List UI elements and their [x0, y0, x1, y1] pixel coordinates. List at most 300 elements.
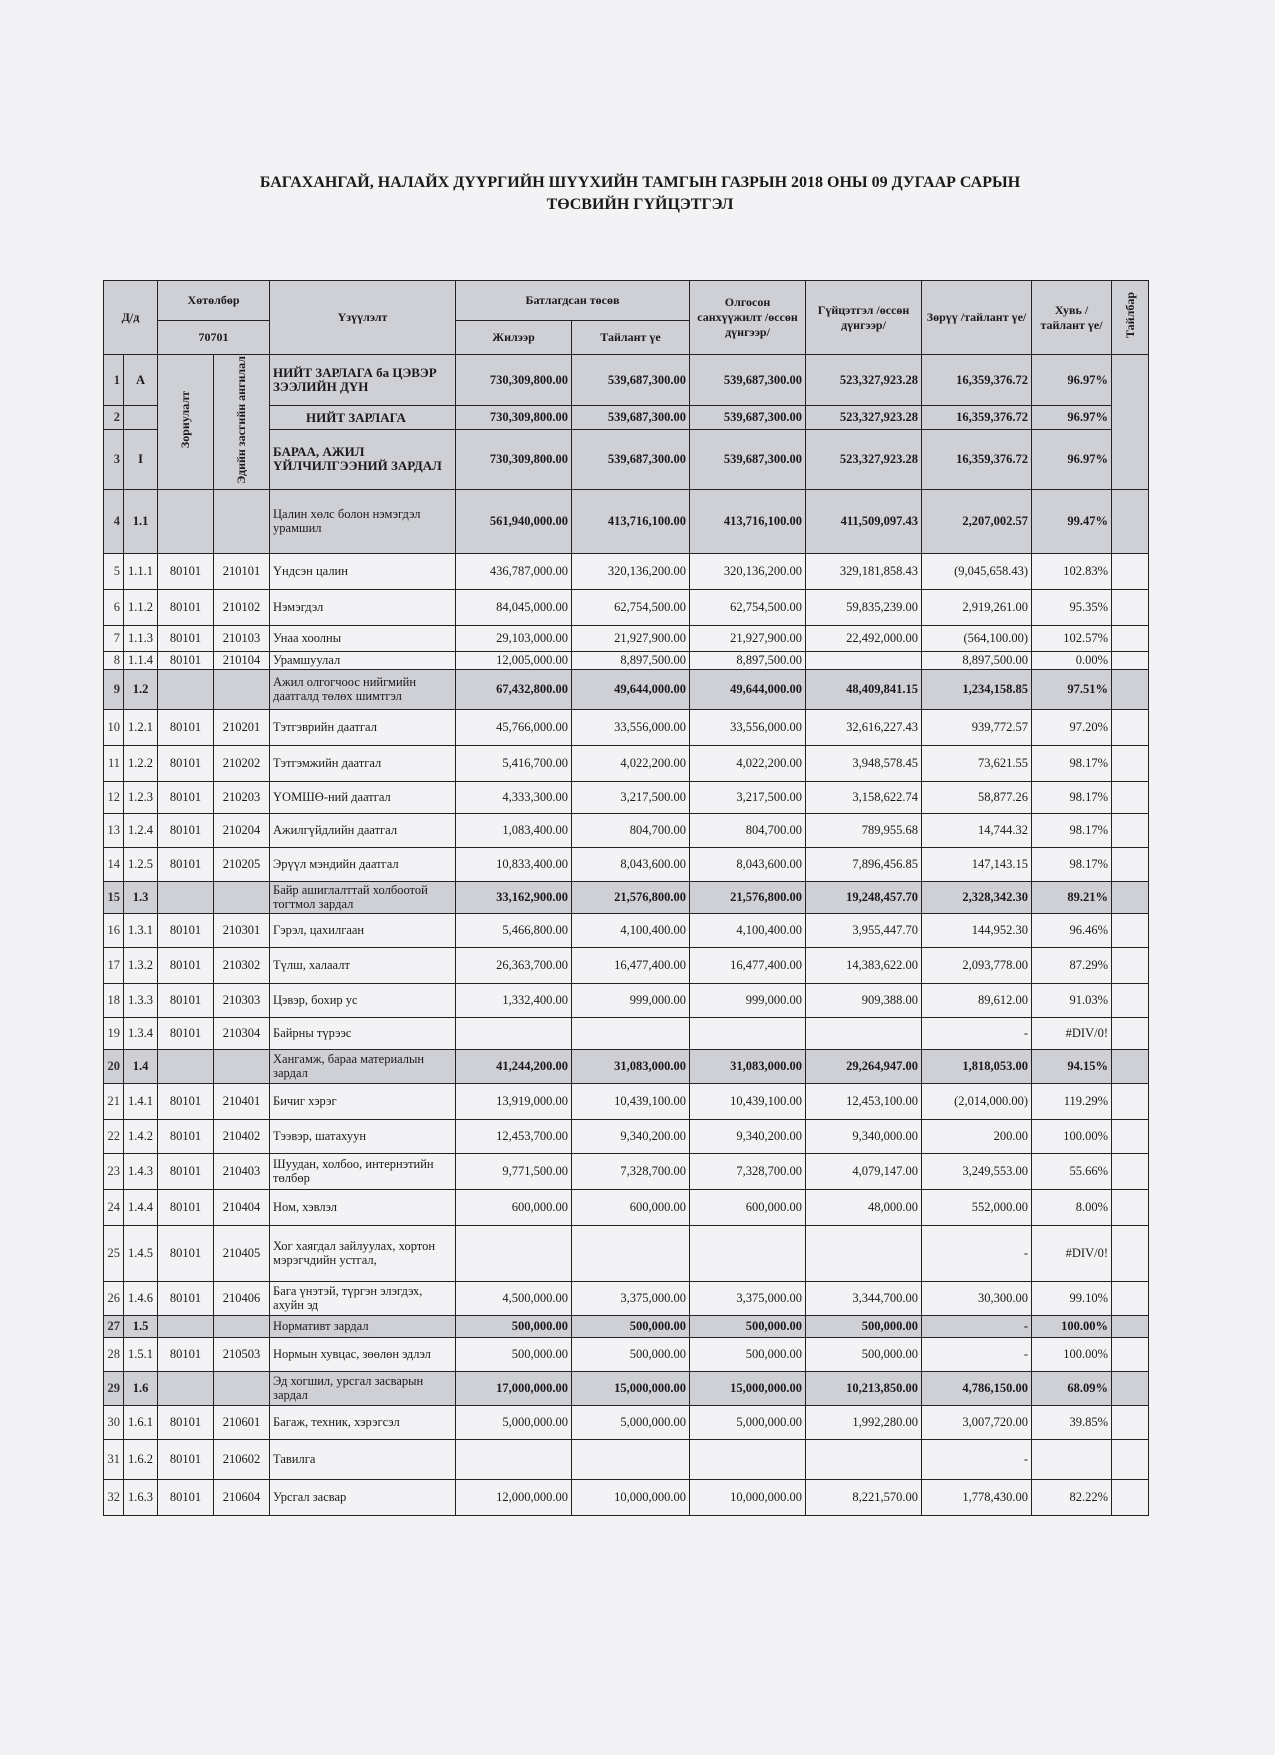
row-code: 1.3	[124, 881, 158, 913]
indicator-name: Багаж, техник, хэрэгсэл	[270, 1405, 456, 1439]
header-indicator: Үзүүлэлт	[270, 281, 456, 355]
value-pct: 102.57%	[1032, 625, 1112, 651]
program-code	[158, 1049, 214, 1083]
program-code: 80101	[158, 781, 214, 813]
table-row	[104, 947, 1149, 983]
header-program-code: 70701	[158, 321, 270, 355]
table-row	[104, 847, 1149, 881]
row-number: 17	[104, 947, 124, 983]
value-perf: 7,896,456.85	[806, 847, 922, 881]
program-code: 80101	[158, 745, 214, 781]
value-fin: 539,687,300.00	[690, 355, 806, 406]
indicator-name: Ажил олгогчоос нийгмийн даатгалд төлөх шимтгэл	[270, 669, 456, 709]
row-number: 11	[104, 745, 124, 781]
row-code: 1.4.6	[124, 1281, 158, 1315]
value-report: 539,687,300.00	[572, 406, 690, 430]
value-report: 62,754,500.00	[572, 589, 690, 625]
indicator-name: Унаа хоолны	[270, 625, 456, 651]
table-row	[104, 625, 1149, 651]
row-number: 7	[104, 625, 124, 651]
indicator-name: Цэвэр, бохир ус	[270, 983, 456, 1017]
value-fin: 500,000.00	[690, 1315, 806, 1337]
value-pct: 68.09%	[1032, 1371, 1112, 1405]
economic-code: 210404	[214, 1189, 270, 1225]
row-number: 1	[104, 355, 124, 406]
table-row	[104, 651, 1149, 669]
row-code: 1.1.2	[124, 589, 158, 625]
row-number: 8	[104, 651, 124, 669]
program-code	[158, 489, 214, 553]
program-code: 80101	[158, 813, 214, 847]
value-annual: 12,005,000.00	[456, 651, 572, 669]
value-diff: 2,328,342.30	[922, 881, 1032, 913]
indicator-name: БАРАА, АЖИЛ ҮЙЛЧИЛГЭЭНИЙ ЗАРДАЛ	[270, 429, 456, 489]
header-approved: Батлагдсан төсөв	[456, 281, 690, 321]
value-report: 10,000,000.00	[572, 1479, 690, 1515]
value-fin	[690, 1225, 806, 1281]
row-number: 5	[104, 553, 124, 589]
economic-class-column	[214, 355, 270, 490]
value-report: 500,000.00	[572, 1337, 690, 1371]
row-number: 32	[104, 1479, 124, 1515]
value-annual: 730,309,800.00	[456, 429, 572, 489]
value-perf: 411,509,097.43	[806, 489, 922, 553]
row-code: 1.4	[124, 1049, 158, 1083]
value-report: 8,043,600.00	[572, 847, 690, 881]
indicator-name: Тээвэр, шатахуун	[270, 1119, 456, 1153]
program-code: 80101	[158, 1405, 214, 1439]
note-cell	[1112, 1439, 1149, 1479]
value-pct: 91.03%	[1032, 983, 1112, 1017]
value-fin: 539,687,300.00	[690, 406, 806, 430]
note-cell	[1112, 1225, 1149, 1281]
value-annual: 5,000,000.00	[456, 1405, 572, 1439]
row-code: 1.3.3	[124, 983, 158, 1017]
row-number: 4	[104, 489, 124, 553]
value-annual: 41,244,200.00	[456, 1049, 572, 1083]
row-code: 1.2.3	[124, 781, 158, 813]
row-number: 12	[104, 781, 124, 813]
purpose-column	[158, 355, 214, 490]
header-note-text: Тайлбар	[1122, 292, 1137, 339]
row-code: 1.4.3	[124, 1153, 158, 1189]
program-code: 80101	[158, 947, 214, 983]
value-report	[572, 1017, 690, 1049]
value-fin: 4,022,200.00	[690, 745, 806, 781]
row-number: 28	[104, 1337, 124, 1371]
program-code	[158, 881, 214, 913]
value-perf: 500,000.00	[806, 1337, 922, 1371]
economic-code: 210604	[214, 1479, 270, 1515]
value-pct: 82.22%	[1032, 1479, 1112, 1515]
value-fin: 539,687,300.00	[690, 429, 806, 489]
program-code: 80101	[158, 913, 214, 947]
indicator-name: Ажилгүйдлийн даатгал	[270, 813, 456, 847]
value-pct: 98.17%	[1032, 745, 1112, 781]
table-row	[104, 553, 1149, 589]
value-report: 31,083,000.00	[572, 1049, 690, 1083]
value-report: 8,897,500.00	[572, 651, 690, 669]
indicator-name: Эд хогшил, урсгал засварын зардал	[270, 1371, 456, 1405]
indicator-name: Хог хаягдал зайлуулах, хортон мэрэгчдийн устгал,	[270, 1225, 456, 1281]
economic-code: 210602	[214, 1439, 270, 1479]
value-annual: 500,000.00	[456, 1337, 572, 1371]
value-annual: 13,919,000.00	[456, 1083, 572, 1119]
note-cell	[1112, 1153, 1149, 1189]
economic-code: 210205	[214, 847, 270, 881]
table-header	[104, 281, 1149, 355]
value-diff: 200.00	[922, 1119, 1032, 1153]
economic-code: 210401	[214, 1083, 270, 1119]
row-number: 20	[104, 1049, 124, 1083]
row-number: 13	[104, 813, 124, 847]
value-annual: 12,453,700.00	[456, 1119, 572, 1153]
economic-code: 210103	[214, 625, 270, 651]
row-number: 22	[104, 1119, 124, 1153]
value-fin: 413,716,100.00	[690, 489, 806, 553]
budget-table	[103, 280, 1149, 1516]
economic-code: 210104	[214, 651, 270, 669]
indicator-name: НИЙТ ЗАРЛАГА	[270, 406, 456, 430]
indicator-name: Байрны түрээс	[270, 1017, 456, 1049]
value-annual: 600,000.00	[456, 1189, 572, 1225]
value-diff: (9,045,658.43)	[922, 553, 1032, 589]
value-pct: 99.47%	[1032, 489, 1112, 553]
value-fin: 320,136,200.00	[690, 553, 806, 589]
program-code: 80101	[158, 589, 214, 625]
table-row	[104, 1439, 1149, 1479]
economic-code	[214, 1049, 270, 1083]
note-cell	[1112, 1017, 1149, 1049]
indicator-name: НИЙТ ЗАРЛАГА ба ЦЭВЭР ЗЭЭЛИЙН ДҮН	[270, 355, 456, 406]
value-fin: 4,100,400.00	[690, 913, 806, 947]
row-code: 1.2.1	[124, 709, 158, 745]
value-perf	[806, 1225, 922, 1281]
note-cell	[1112, 489, 1149, 553]
indicator-name: Түлш, халаалт	[270, 947, 456, 983]
value-report: 3,375,000.00	[572, 1281, 690, 1315]
note-cell	[1112, 625, 1149, 651]
program-code: 80101	[158, 847, 214, 881]
value-pct: 39.85%	[1032, 1405, 1112, 1439]
value-fin: 33,556,000.00	[690, 709, 806, 745]
value-annual: 561,940,000.00	[456, 489, 572, 553]
value-pct: 55.66%	[1032, 1153, 1112, 1189]
table-row	[104, 1189, 1149, 1225]
value-diff: 1,234,158.85	[922, 669, 1032, 709]
header-financed: Олгосон санхүүжилт /өссөн дүнгээр/	[690, 281, 806, 355]
note-cell	[1112, 1315, 1149, 1337]
row-code: 1.6.1	[124, 1405, 158, 1439]
value-fin: 49,644,000.00	[690, 669, 806, 709]
economic-code: 210303	[214, 983, 270, 1017]
header-note	[1112, 281, 1149, 355]
note-cell	[1112, 947, 1149, 983]
value-report: 15,000,000.00	[572, 1371, 690, 1405]
value-diff: 1,778,430.00	[922, 1479, 1032, 1515]
table-row	[104, 1153, 1149, 1189]
note-cell	[1112, 553, 1149, 589]
value-pct: #DIV/0!	[1032, 1225, 1112, 1281]
table-row	[104, 1049, 1149, 1083]
economic-code: 210403	[214, 1153, 270, 1189]
program-code	[158, 669, 214, 709]
value-fin: 10,439,100.00	[690, 1083, 806, 1119]
row-number: 2	[104, 406, 124, 430]
value-pct: 8.00%	[1032, 1189, 1112, 1225]
value-diff: 2,919,261.00	[922, 589, 1032, 625]
economic-code: 210304	[214, 1017, 270, 1049]
value-annual: 67,432,800.00	[456, 669, 572, 709]
value-diff: 939,772.57	[922, 709, 1032, 745]
indicator-name: Эрүүл мэндийн даатгал	[270, 847, 456, 881]
table-row	[104, 781, 1149, 813]
row-code: I	[124, 429, 158, 489]
row-number: 30	[104, 1405, 124, 1439]
header-diff: Зөрүү /тайлант үе/	[922, 281, 1032, 355]
row-code: 1.2.2	[124, 745, 158, 781]
economic-code: 210406	[214, 1281, 270, 1315]
value-annual	[456, 1439, 572, 1479]
value-diff: -	[922, 1225, 1032, 1281]
value-perf	[806, 651, 922, 669]
value-perf: 523,327,923.28	[806, 355, 922, 406]
program-code: 80101	[158, 1189, 214, 1225]
value-fin: 21,576,800.00	[690, 881, 806, 913]
value-diff: 73,621.55	[922, 745, 1032, 781]
value-fin: 8,043,600.00	[690, 847, 806, 881]
note-cell	[1112, 781, 1149, 813]
economic-code: 210302	[214, 947, 270, 983]
table-row	[104, 1083, 1149, 1119]
value-diff: 30,300.00	[922, 1281, 1032, 1315]
indicator-name: Нэмэгдэл	[270, 589, 456, 625]
title-line-2: ТӨСВИЙН ГҮЙЦЭТГЭЛ	[546, 196, 734, 213]
value-perf: 9,340,000.00	[806, 1119, 922, 1153]
note-cell	[1112, 651, 1149, 669]
value-diff: 144,952.30	[922, 913, 1032, 947]
value-report	[572, 1439, 690, 1479]
value-fin: 62,754,500.00	[690, 589, 806, 625]
value-pct: 94.15%	[1032, 1049, 1112, 1083]
note-cell	[1112, 1281, 1149, 1315]
value-diff: 58,877.26	[922, 781, 1032, 813]
header-report: Тайлант үе	[572, 321, 690, 355]
row-code	[124, 406, 158, 430]
note-cell	[1112, 1337, 1149, 1371]
row-number: 18	[104, 983, 124, 1017]
program-code: 80101	[158, 1119, 214, 1153]
header-annual: Жилээр	[456, 321, 572, 355]
row-code: 1.5.1	[124, 1337, 158, 1371]
value-pct: 97.51%	[1032, 669, 1112, 709]
value-diff: 14,744.32	[922, 813, 1032, 847]
value-annual: 730,309,800.00	[456, 406, 572, 430]
value-fin	[690, 1017, 806, 1049]
note-cell	[1112, 669, 1149, 709]
value-pct: 98.17%	[1032, 847, 1112, 881]
row-code: 1.1.1	[124, 553, 158, 589]
value-report: 413,716,100.00	[572, 489, 690, 553]
table-row	[104, 1479, 1149, 1515]
value-annual: 12,000,000.00	[456, 1479, 572, 1515]
value-perf: 3,158,622.74	[806, 781, 922, 813]
note-cell	[1112, 1049, 1149, 1083]
value-fin	[690, 1439, 806, 1479]
program-code	[158, 1371, 214, 1405]
value-fin: 5,000,000.00	[690, 1405, 806, 1439]
value-fin: 15,000,000.00	[690, 1371, 806, 1405]
table-row	[104, 589, 1149, 625]
row-number: 27	[104, 1315, 124, 1337]
program-code: 80101	[158, 1281, 214, 1315]
value-report: 10,439,100.00	[572, 1083, 690, 1119]
economic-code: 210102	[214, 589, 270, 625]
row-code: 1.1.3	[124, 625, 158, 651]
row-code: 1.3.1	[124, 913, 158, 947]
value-fin: 21,927,900.00	[690, 625, 806, 651]
value-perf: 3,344,700.00	[806, 1281, 922, 1315]
value-fin: 16,477,400.00	[690, 947, 806, 983]
value-fin: 500,000.00	[690, 1337, 806, 1371]
value-perf: 10,213,850.00	[806, 1371, 922, 1405]
indicator-name: Бага үнэтэй, түргэн элэгдэх, ахуйн эд	[270, 1281, 456, 1315]
value-pct: 96.97%	[1032, 355, 1112, 406]
value-annual: 29,103,000.00	[456, 625, 572, 651]
value-report: 5,000,000.00	[572, 1405, 690, 1439]
value-report: 804,700.00	[572, 813, 690, 847]
row-code: А	[124, 355, 158, 406]
value-pct: 97.20%	[1032, 709, 1112, 745]
indicator-name: Ном, хэвлэл	[270, 1189, 456, 1225]
program-code: 80101	[158, 625, 214, 651]
value-report: 21,927,900.00	[572, 625, 690, 651]
row-code: 1.6.3	[124, 1479, 158, 1515]
program-code: 80101	[158, 1083, 214, 1119]
value-perf: 48,409,841.15	[806, 669, 922, 709]
note-cell	[1112, 1189, 1149, 1225]
value-annual: 84,045,000.00	[456, 589, 572, 625]
economic-code	[214, 881, 270, 913]
value-report: 539,687,300.00	[572, 429, 690, 489]
value-diff: 1,818,053.00	[922, 1049, 1032, 1083]
value-diff: 89,612.00	[922, 983, 1032, 1017]
value-pct: 89.21%	[1032, 881, 1112, 913]
value-annual: 45,766,000.00	[456, 709, 572, 745]
value-report: 4,022,200.00	[572, 745, 690, 781]
row-code: 1.1	[124, 489, 158, 553]
row-number: 3	[104, 429, 124, 489]
row-number: 26	[104, 1281, 124, 1315]
note-cell	[1112, 813, 1149, 847]
header-performance: Гүйцэтгэл /өссөн дүнгээр/	[806, 281, 922, 355]
economic-code: 210201	[214, 709, 270, 745]
indicator-name: Нормативт зардал	[270, 1315, 456, 1337]
value-report: 21,576,800.00	[572, 881, 690, 913]
row-number: 24	[104, 1189, 124, 1225]
row-code: 1.4.4	[124, 1189, 158, 1225]
economic-code: 210402	[214, 1119, 270, 1153]
table-row	[104, 709, 1149, 745]
table-row	[104, 913, 1149, 947]
value-diff: 552,000.00	[922, 1189, 1032, 1225]
table-row	[104, 1405, 1149, 1439]
value-perf: 12,453,100.00	[806, 1083, 922, 1119]
value-fin: 31,083,000.00	[690, 1049, 806, 1083]
value-perf	[806, 1439, 922, 1479]
row-number: 31	[104, 1439, 124, 1479]
table-row	[104, 669, 1149, 709]
value-pct	[1032, 1439, 1112, 1479]
value-perf: 29,264,947.00	[806, 1049, 922, 1083]
row-code: 1.5	[124, 1315, 158, 1337]
value-pct: #DIV/0!	[1032, 1017, 1112, 1049]
indicator-name: ҮОМШӨ-ний даатгал	[270, 781, 456, 813]
economic-code: 210601	[214, 1405, 270, 1439]
indicator-name: Тавилга	[270, 1439, 456, 1479]
value-perf: 523,327,923.28	[806, 429, 922, 489]
value-perf: 48,000.00	[806, 1189, 922, 1225]
indicator-name: Байр ашиглалттай холбоотой тогтмол зардал	[270, 881, 456, 913]
value-perf: 523,327,923.28	[806, 406, 922, 430]
value-pct: 99.10%	[1032, 1281, 1112, 1315]
economic-class-label: Эдийн засгийн ангилал	[234, 356, 249, 484]
row-code: 1.3.2	[124, 947, 158, 983]
value-report: 999,000.00	[572, 983, 690, 1017]
value-diff: 3,249,553.00	[922, 1153, 1032, 1189]
table-row	[104, 745, 1149, 781]
program-code: 80101	[158, 1439, 214, 1479]
economic-code: 210101	[214, 553, 270, 589]
document-title	[150, 172, 1130, 216]
value-diff: 2,207,002.57	[922, 489, 1032, 553]
value-pct: 98.17%	[1032, 813, 1112, 847]
value-annual: 4,333,300.00	[456, 781, 572, 813]
table-row	[104, 1119, 1149, 1153]
value-annual	[456, 1225, 572, 1281]
row-code: 1.2.4	[124, 813, 158, 847]
program-code: 80101	[158, 651, 214, 669]
note-cell	[1112, 1083, 1149, 1119]
row-number: 6	[104, 589, 124, 625]
header-program: Хөтөлбөр	[158, 281, 270, 321]
value-report: 600,000.00	[572, 1189, 690, 1225]
value-perf: 14,383,622.00	[806, 947, 922, 983]
table-row	[104, 1371, 1149, 1405]
row-code: 1.4.5	[124, 1225, 158, 1281]
row-number: 9	[104, 669, 124, 709]
value-annual: 436,787,000.00	[456, 553, 572, 589]
table-row	[104, 1281, 1149, 1315]
value-pct: 87.29%	[1032, 947, 1112, 983]
row-number: 14	[104, 847, 124, 881]
header-dd: Д/д	[104, 281, 158, 355]
economic-code	[214, 489, 270, 553]
table-row	[104, 1017, 1149, 1049]
note-cell	[1112, 983, 1149, 1017]
value-annual: 1,332,400.00	[456, 983, 572, 1017]
value-fin: 804,700.00	[690, 813, 806, 847]
row-number: 25	[104, 1225, 124, 1281]
value-fin: 3,217,500.00	[690, 781, 806, 813]
value-diff: 2,093,778.00	[922, 947, 1032, 983]
value-perf	[806, 1017, 922, 1049]
row-number: 15	[104, 881, 124, 913]
value-annual: 4,500,000.00	[456, 1281, 572, 1315]
value-report: 539,687,300.00	[572, 355, 690, 406]
value-diff: -	[922, 1439, 1032, 1479]
indicator-name: Тэтгэмжийн даатгал	[270, 745, 456, 781]
